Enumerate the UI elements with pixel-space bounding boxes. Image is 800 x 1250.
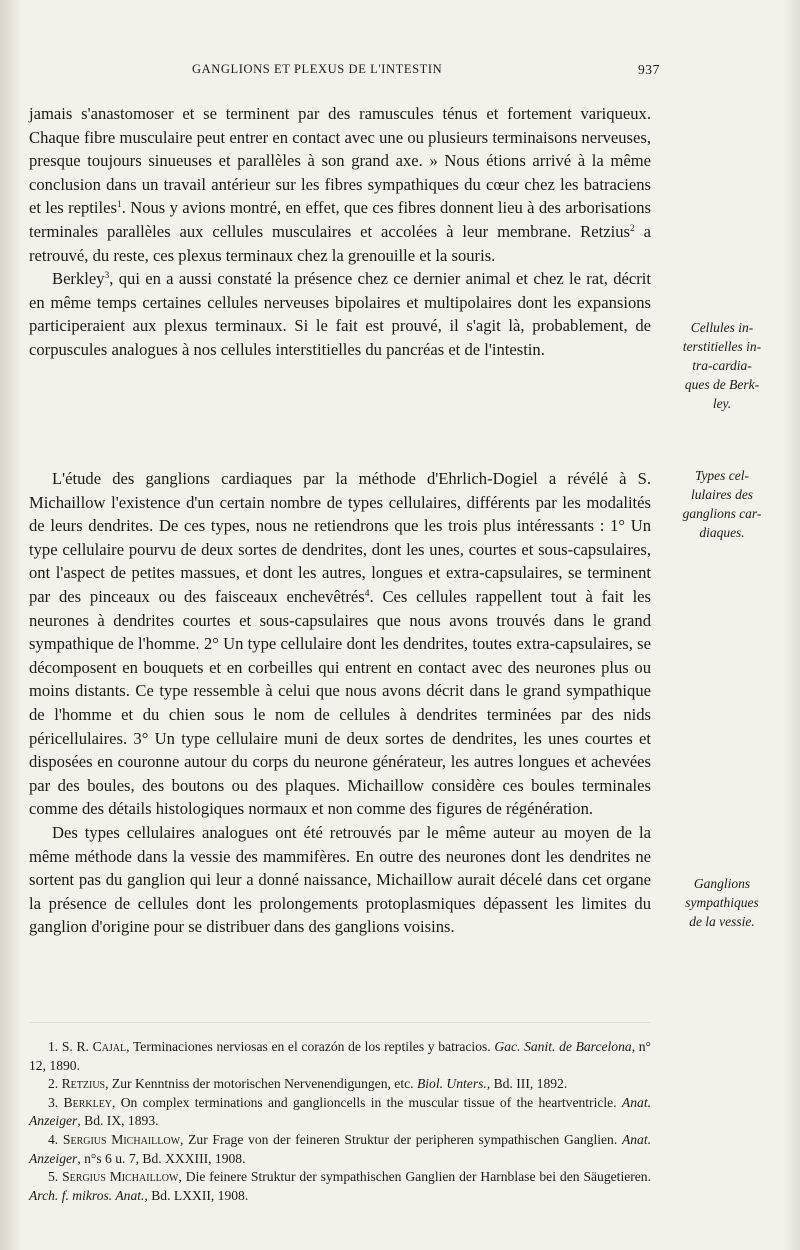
sidenote-line: tra-cardia-: [692, 358, 752, 373]
edge-shadow: [784, 0, 800, 1250]
footnote-details: , Bd. III, 1892.: [486, 1076, 568, 1092]
footnote-number: 1. S. R.: [48, 1039, 89, 1054]
sidenote-line: lulaires des: [690, 487, 754, 502]
sidenote-line: ganglions car-: [682, 506, 762, 521]
footnote-author: Sergius Michaillow: [62, 1131, 181, 1147]
sidenote-line: Ganglions: [693, 876, 751, 891]
footnote-4: [29, 1131, 651, 1168]
paragraph-text: Berkley: [52, 269, 105, 289]
footnote-journal: Anat. Anzeiger: [29, 1094, 651, 1129]
sidenote-line: Cellules in-: [690, 320, 754, 335]
footnote-number: 5.: [48, 1169, 59, 1185]
footnote-1: [29, 1038, 651, 1075]
paragraph: Des types cellulaires analogues ont été retrouvés par le même auteur au moyen de la même méthode dans la vessie des mammifères. En outre des neurones dont les dendrites ne sortent pas du ganglion qui leur a donné naissance, Michaillow aurait décelé dans cet organe la présence de cellules dont les prolongements protoplasmiques dépassent les limites du ganglion d'origine pour se distribuer dans des ganglions voisins.: [29, 822, 651, 937]
footnote-separator: [29, 1022, 651, 1023]
running-head-title: GANGLIONS ET PLEXUS DE L'INTESTIN: [192, 62, 443, 76]
sidenote-bladder-ganglia: [666, 874, 778, 931]
footnote-author: Retzius: [61, 1076, 106, 1092]
paragraph-text: a retrouvé, du reste, ces plexus terminaux chez la grenouille et la souris.: [29, 221, 651, 265]
section-interstitial-cells: [29, 102, 651, 362]
sidenote-line: Types cel-: [694, 468, 750, 483]
paragraph-text: jamais s'anastomoser et se terminent par des ramuscules ténus et fortement variqueux. Chaque fibre musculaire peut entrer en contact avec une ou plusieurs terminaisons nerveuses, presque toujours sinueuses et parallèles à son grand axe. » Nous étions arrivé à la même conclusion dans un travail antérieur sur les fibres sympathiques du cœur chez les batraciens et les reptiles: [29, 104, 651, 218]
footnote-journal: Arch. f. mikros. Anat.: [29, 1187, 145, 1203]
section-cardiac-ganglia: [29, 467, 651, 939]
sidenote-interstitial-cells: [666, 318, 778, 413]
footnote-author: Cajal: [92, 1039, 127, 1054]
footnote-details: , Bd. LXXII, 1908.: [144, 1187, 249, 1203]
footnote-ref: 3: [104, 271, 110, 282]
footnote-ref: 1: [116, 200, 122, 211]
sidenote-line: sympathiques: [685, 895, 759, 910]
paragraph: [29, 102, 651, 267]
footnote-2: [29, 1075, 651, 1094]
sidenote-line: diaques.: [699, 525, 745, 540]
footnote-details: , n°s 6 u. 7, Bd. XXXIII, 1908.: [77, 1150, 246, 1166]
footnote-title: , Zur Kenntniss der motorischen Nervenendigungen, etc.: [105, 1076, 414, 1092]
paragraph-text: , qui en a aussi constaté la présence chez ce dernier animal et chez le rat, décrit en même temps certaines cellules nerveuses bipolaires et multipolaires dont les expansions participeraient aux plexus terminaux. Si le fait est prouvé, il s'agit là, probablement, de corpuscules analogues à nos cellules interstitielles du pancréas et de l'intestin.: [29, 269, 651, 359]
binding-shadow: [0, 0, 22, 1250]
footnote-number: 3.: [48, 1094, 59, 1110]
footnote-journal: Anat. Anzeiger: [29, 1131, 652, 1166]
footnote-number: 2.: [48, 1076, 59, 1092]
footnote-journal: Gac. Sanit. de Barcelona: [494, 1039, 632, 1054]
paragraph-text: . Ces cellules rappellent tout à fait les neurones à dendrites courtes et sous-capsulaires que nous avons trouvés dans le grand sympathique de l'homme. 2° Un type cellulaire dont les dendrites, toutes extra-capsulaires, se décomposent en bouquets et en corbeilles qui entrent en contact avec des neurones plus ou moins distants. Ce type ressemble à celui que nous avons décrit dans le grand sympathique de l'homme et du chien sous le nom de cellules à dendrites terminées par des nids péricellulaires. 3° Un type cellulaire muni de deux sortes de dendrites, les unes courtes et disposées en couronne autour du corps du neurone générateur, les autres longues et achevées par des boules, des boutons ou des plaques. Michaillow considère ces boules terminales comme des détails histologiques normaux et non comme des figures de régénération.: [29, 586, 652, 819]
footnote-author: Berkley: [63, 1094, 113, 1110]
footnote-3: [29, 1094, 651, 1131]
footnote-title: , On complex terminations and ganglioncells in the muscular tissue of the heartventricle.: [112, 1094, 617, 1110]
footnote-ref: 4: [364, 588, 370, 599]
paragraph-text: . Nous y avions montré, en effet, que ces fibres donnent lieu à des arborisations terminales parallèles aux cellules musculaires et accolées à leur membrane. Retzius: [29, 198, 652, 241]
sidenote-line: de la vessie.: [689, 914, 755, 929]
footnote-title: , Die feinere Struktur der sympathischen Ganglien der Harnblase bei den Säugetieren.: [178, 1169, 652, 1185]
footnote-details: , Bd. IX, 1893.: [77, 1113, 159, 1129]
paragraph-text: L'étude des ganglions cardiaques par la méthode d'Ehrlich-Dogiel a révélé à S. Michaillow l'existence d'un certain nombre de types cellulaires, différents par les modalités de leurs dendrites. De ces types, nous ne retiendrons que les trois plus intéressants : 1° Un type cellulaire pourvu de deux sortes de dendrites, dont les unes, courtes et sous-capsulaires, ont l'aspect de petites massues, et dont les autres, longues et extra-capsulaires, se terminent par des pinceaux ou des faisceaux enchevêtrés: [29, 469, 651, 606]
footnote-journal: Biol. Unters.: [416, 1076, 487, 1092]
footnote-ref: 2: [629, 223, 635, 234]
footnotes: [29, 1038, 651, 1205]
sidenote-line: ques de Berk-: [684, 377, 760, 392]
sidenote-line: ley.: [712, 396, 732, 411]
footnote-author: Sergius Michaillow: [62, 1169, 179, 1185]
footnote-title: , Zur Frage von der feineren Struktur der peripheren sympathischen Ganglien.: [180, 1131, 618, 1147]
paragraph: [29, 267, 651, 361]
footnote-number: 4.: [48, 1131, 59, 1147]
footnote-title: , Terminaciones nerviosas en el corazón de los reptiles y batracios.: [126, 1039, 491, 1054]
sidenote-line: terstitielles in-: [682, 339, 762, 354]
page-number: 937: [637, 62, 660, 77]
sidenote-cell-types: [666, 466, 778, 542]
paragraph: [29, 467, 651, 821]
footnote-5: [29, 1168, 651, 1205]
footnote-details: , n° 12, 1890.: [29, 1039, 651, 1073]
